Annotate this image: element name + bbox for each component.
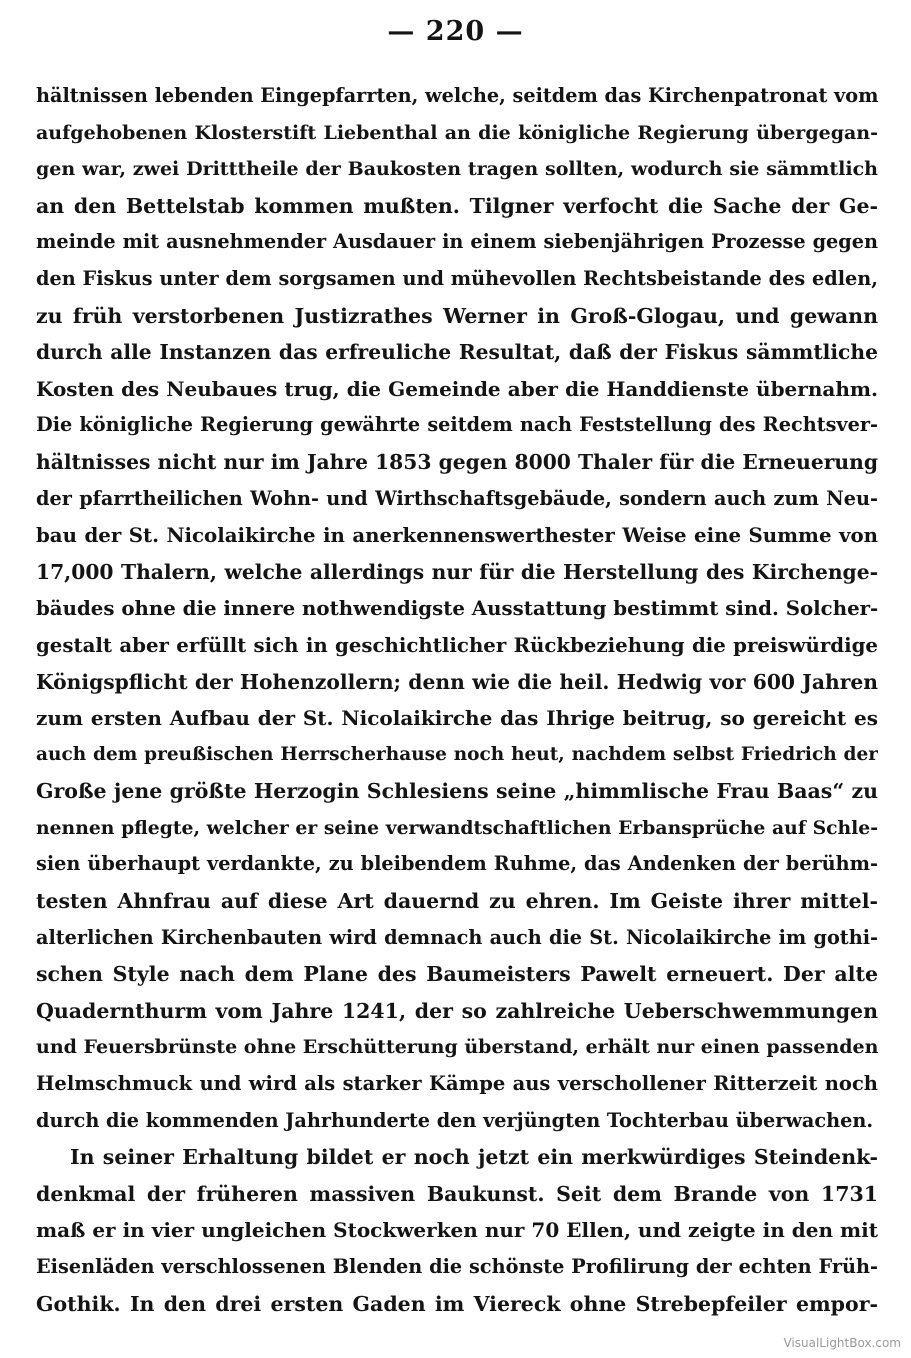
text-line: meinde mit ausnehmender Ausdauer in einem siebenjährigen Prozesse gegen <box>36 230 878 254</box>
text-line: gen war, zwei Dritttheile der Baukosten tragen sollten, wodurch sie sämmtlich <box>36 158 878 181</box>
text-line: hältnisses nicht nur im Jahre 1853 gegen 8000 Thaler für die Erneuerung <box>36 449 878 474</box>
text-line: der pfarrtheilichen Wohn- und Wirthschaftsgebäude, sondern auch zum Neu- <box>36 486 878 510</box>
watermark: VisualLightBox.com <box>783 1336 901 1350</box>
text-line: Eisenläden verschlossenen Blenden die schönste Profilirung der echten Früh- <box>36 1255 878 1278</box>
page-number: — 220 — <box>387 16 524 47</box>
text-line: auch dem preußischen Herrscherhause noch heut, nachdem selbst Friedrich der <box>36 743 878 765</box>
text-line: maß er in vier ungleichen Stockwerken nur 70 Ellen, und zeigte in den mit <box>36 1218 878 1243</box>
text-line: Gothik. In den drei ersten Gaden im Viereck ohne Strebepfeiler empor- <box>36 1291 878 1316</box>
text-line: denkmal der früheren massiven Baukunst. Seit dem Brande von 1731 <box>36 1181 878 1206</box>
text-line: alterlichen Kirchenbauten wird demnach auch die St. Nicolaikirche im gothi- <box>36 925 878 949</box>
text-line: bau der St. Nicolaikirche in anerkennenswerthester Weise eine Summe von <box>36 523 878 548</box>
text-line: zum ersten Aufbau der St. Nicolaikirche das Ihrige beitrug, so gereicht es <box>36 706 878 731</box>
text-line: Königspflicht der Hohenzollern; denn wie die heil. Hedwig vor 600 Jahren <box>36 669 878 694</box>
text-line: an den Bettelstab kommen mußten. Tilgner verfocht die Sache der Ge- <box>36 193 878 218</box>
text-line: durch alle Instanzen das erfreuliche Resultat, daß der Fiskus sämmtliche <box>36 340 878 365</box>
text-line: 17,000 Thalern, welche allerdings nur für die Herstellung des Kirchenge- <box>36 559 878 584</box>
text-line: Kosten des Neubaues trug, die Gemeinde aber die Handdienste übernahm. <box>36 376 878 401</box>
text-line: Große jene größte Herzogin Schlesiens seine „himmlische Frau Baas“ zu <box>36 779 878 804</box>
paragraph-first-line: In seiner Erhaltung bildet er noch jetzt ein merkwürdiges Steindenk- <box>70 1145 878 1170</box>
text-line: bäudes ohne die innere nothwendigste Ausstattung bestimmt sind. Solcher- <box>36 596 878 621</box>
body-text <box>36 78 878 1322</box>
text-line: Helmschmuck und wird als starker Kämpe aus verschollener Ritterzeit noch <box>36 1072 878 1096</box>
text-line: sien überhaupt verdankte, zu bleibendem Ruhme, das Andenken der berühm- <box>36 852 878 876</box>
text-line: nennen pflegte, welcher er seine verwandtschaftlichen Erbansprüche auf Schle- <box>36 816 878 839</box>
text-line: testen Ahnfrau auf diese Art dauernd zu ehren. Im Geiste ihrer mittel- <box>36 889 878 914</box>
text-line: zu früh verstorbenen Justizrathes Werner in Groß-Glogau, und gewann <box>36 303 878 328</box>
text-line: den Fiskus unter dem sorgsamen und mühevollen Rechtsbeistande des edlen, <box>36 266 878 290</box>
text-line: schen Style nach dem Plane des Baumeisters Pawelt erneuert. Der alte <box>36 962 878 987</box>
text-line: hältnissen lebenden Eingepfarrten, welche, seitdem das Kirchenpatronat vom <box>36 84 878 107</box>
paragraph-last-line: durch die kommenden Jahrhunderte den verjüngten Tochterbau überwachen. <box>36 1108 874 1132</box>
text-line: Quadernthurm vom Jahre 1241, der so zahlreiche Ueberschwemmungen <box>36 998 878 1023</box>
text-line: Die königliche Regierung gewährte seitdem nach Feststellung des Rechtsver- <box>36 413 878 437</box>
text-line: und Feuersbrünste ohne Erschütterung überstand, erhält nur einen passenden <box>36 1036 878 1059</box>
text-line: gestalt aber erfüllt sich in geschichtlicher Rückbeziehung die preiswürdige <box>36 632 878 657</box>
text-line: aufgehobenen Klosterstift Liebenthal an die königliche Regierung übergegan- <box>36 121 878 144</box>
